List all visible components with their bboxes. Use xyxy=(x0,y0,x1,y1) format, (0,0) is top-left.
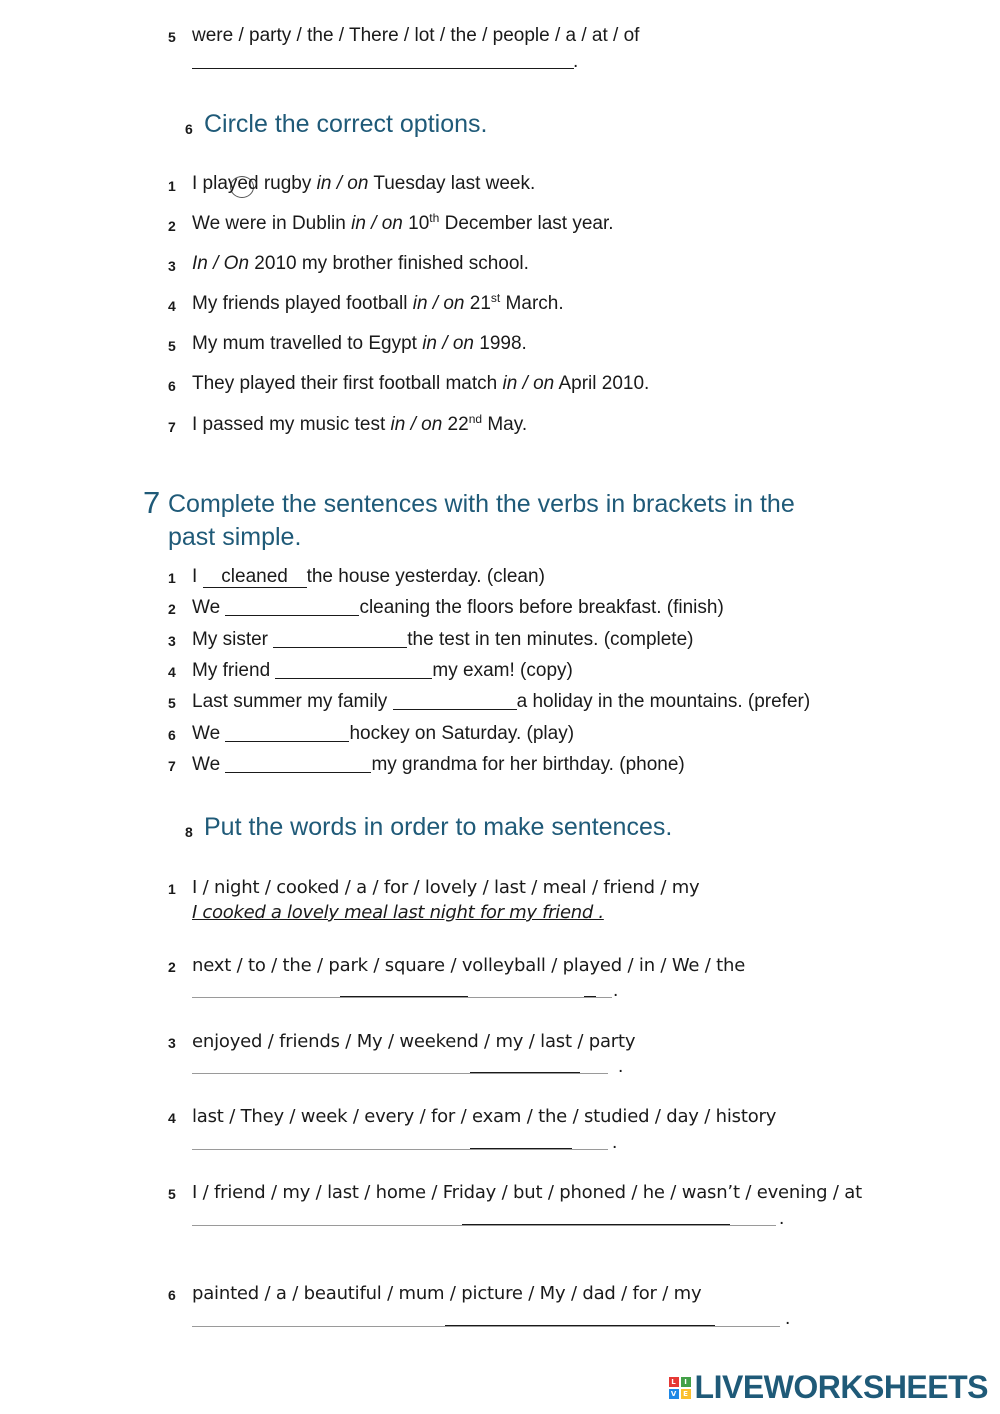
item-number: 5 xyxy=(168,695,176,711)
answer-line-overlay xyxy=(462,1224,730,1225)
sentence-part: My friend xyxy=(192,660,276,681)
sentence xyxy=(192,566,545,588)
answer-blank[interactable] xyxy=(275,660,432,679)
ex5-period: . xyxy=(573,51,579,72)
ex7-number: 7 xyxy=(143,485,161,520)
answer-line[interactable] xyxy=(192,1073,608,1074)
answer-blank[interactable] xyxy=(225,597,359,616)
logo-tile: E xyxy=(681,1389,691,1399)
scrambled-words: painted / a / beautiful / mum / picture / My / dad / for / my xyxy=(192,1283,702,1304)
item-number: 1 xyxy=(168,570,176,586)
period: . xyxy=(618,1056,624,1077)
sentence xyxy=(192,213,614,235)
item-number: 5 xyxy=(168,1186,176,1202)
answer-blank[interactable] xyxy=(393,691,517,710)
item-number: 6 xyxy=(168,1287,176,1303)
item-number: 1 xyxy=(168,178,176,194)
sentence-part: 21 xyxy=(464,293,491,314)
scrambled-words: last / They / week / every / for / exam / the / studied / day / history xyxy=(192,1106,777,1127)
sentence xyxy=(192,253,529,275)
options[interactable]: in / on xyxy=(422,333,474,354)
item-number: 3 xyxy=(168,258,176,274)
item-number: 5 xyxy=(168,338,176,354)
sentence-part: cleaning the floors before breakfast. (finish) xyxy=(359,597,724,618)
sentence-part: I played rugby xyxy=(192,173,317,194)
period: . xyxy=(613,980,619,1001)
sentence-part: the house yesterday. (clean) xyxy=(306,566,545,587)
sentence-part: the test in ten minutes. (complete) xyxy=(407,629,694,650)
item-number: 1 xyxy=(168,881,176,897)
liveworksheets-logo xyxy=(669,1369,988,1406)
ordinal-suffix: th xyxy=(429,211,440,225)
answer-line[interactable] xyxy=(192,1225,776,1226)
answer-line-overlay xyxy=(584,996,596,997)
ex7-title-line1: Complete the sentences with the verbs in brackets in the xyxy=(168,490,795,518)
item-number: 3 xyxy=(168,1035,176,1051)
period: . xyxy=(785,1308,791,1329)
options[interactable]: in / on xyxy=(390,414,443,435)
sentence xyxy=(192,414,527,436)
answer-line-overlay xyxy=(470,1148,572,1149)
ordinal-suffix: nd xyxy=(468,412,483,426)
sentence xyxy=(192,723,574,745)
period: . xyxy=(779,1208,785,1229)
sentence-part: We xyxy=(192,723,226,744)
sentence-part: We were in Dublin xyxy=(192,213,352,234)
item-number: 7 xyxy=(168,419,176,435)
ordinal-suffix: st xyxy=(490,291,501,305)
item-number: 4 xyxy=(168,1110,176,1126)
answer-line[interactable] xyxy=(192,1326,780,1327)
item-number: 2 xyxy=(168,959,176,975)
ex8-title: Put the words in order to make sentences. xyxy=(204,813,673,841)
sentence-part: 2010 my brother finished school. xyxy=(249,253,529,274)
sentence-part: May. xyxy=(482,414,528,435)
ex7-title-line2: past simple. xyxy=(168,523,302,551)
item-number: 4 xyxy=(168,664,176,680)
answer-blank[interactable] xyxy=(225,754,371,773)
ex8-number: 8 xyxy=(185,824,193,840)
answer-blank[interactable] xyxy=(225,723,349,742)
answer-line[interactable] xyxy=(192,997,612,998)
answer-line-overlay xyxy=(340,996,468,997)
sentence-part: Tuesday last week. xyxy=(368,173,536,194)
sentence-part: My mum travelled to Egypt xyxy=(192,333,423,354)
sentence-part: 22 xyxy=(442,414,469,435)
ex5-item-text: were / party / the / There / lot / the / people / a / at / of xyxy=(192,25,640,46)
sentence xyxy=(192,660,573,682)
item-number: 2 xyxy=(168,218,176,234)
sentence-part: a holiday in the mountains. (prefer) xyxy=(516,691,811,712)
options[interactable]: in / on xyxy=(351,213,403,234)
answer-line-overlay xyxy=(445,1325,715,1326)
answer-line-overlay xyxy=(470,1072,580,1073)
logo-tile: I xyxy=(681,1377,691,1387)
answer-blank[interactable] xyxy=(273,629,407,648)
sentence xyxy=(192,754,685,776)
logo-tile: V xyxy=(669,1389,679,1399)
item-number: 3 xyxy=(168,633,176,649)
options[interactable]: in / on xyxy=(502,373,555,394)
answer-blank[interactable]: cleaned xyxy=(203,567,307,588)
sentence xyxy=(192,597,724,619)
scrambled-words: next / to / the / park / square / volleyball / played / in / We / the xyxy=(192,955,746,976)
options[interactable]: in / on xyxy=(316,173,369,194)
scrambled-words: enjoyed / friends / My / weekend / my / last / party xyxy=(192,1031,636,1052)
sentence-part: We xyxy=(192,597,226,618)
options[interactable]: in / on xyxy=(412,293,465,314)
scrambled-words: I / friend / my / last / home / Friday / but / phoned / he / wasn’t / evening / at xyxy=(192,1182,862,1203)
sentence-part: My friends played football xyxy=(192,293,413,314)
scrambled-words: I / night / cooked / a / for / lovely / last / meal / friend / my xyxy=(192,877,700,898)
sentence-part: March. xyxy=(500,293,564,314)
sentence-part: my grandma for her birthday. (phone) xyxy=(371,754,685,775)
sentence xyxy=(192,293,564,315)
answer-line[interactable] xyxy=(192,1149,608,1150)
sentence xyxy=(192,373,649,395)
ex6-number: 6 xyxy=(185,121,193,137)
sentence-part: I passed my music test xyxy=(192,414,391,435)
sentence-part: April 2010. xyxy=(554,373,650,394)
ex5-item-number: 5 xyxy=(168,29,176,45)
item-number: 4 xyxy=(168,298,176,314)
sentence-part: We xyxy=(192,754,226,775)
period: . xyxy=(612,1132,618,1153)
sentence xyxy=(192,173,535,195)
answer-sentence[interactable]: I cooked a lovely meal last night for my friend . xyxy=(192,902,604,923)
sentence-part: hockey on Saturday. (play) xyxy=(349,723,575,744)
logo-tile: L xyxy=(669,1377,679,1387)
item-number: 6 xyxy=(168,727,176,743)
sentence-part: December last year. xyxy=(439,213,614,234)
item-number: 7 xyxy=(168,758,176,774)
item-number: 6 xyxy=(168,378,176,394)
logo-icon xyxy=(669,1377,691,1399)
sentence xyxy=(192,629,693,651)
sentence-part: Last summer my family xyxy=(192,691,393,712)
sentence-part: They played their first football match xyxy=(192,373,503,394)
sentence-part: 10 xyxy=(402,213,430,234)
options[interactable]: In / On xyxy=(192,253,250,274)
logo-text: LIVEWORKSHEETS xyxy=(694,1369,988,1405)
sentence xyxy=(192,691,810,713)
sentence xyxy=(192,333,527,355)
sentence-part: I xyxy=(192,566,203,587)
ex6-title: Circle the correct options. xyxy=(204,110,488,138)
sentence-part: My sister xyxy=(192,629,274,650)
ex5-answer-line[interactable] xyxy=(192,68,574,69)
sentence-part: my exam! (copy) xyxy=(432,660,573,681)
sentence-part: 1998. xyxy=(473,333,527,354)
item-number: 2 xyxy=(168,601,176,617)
